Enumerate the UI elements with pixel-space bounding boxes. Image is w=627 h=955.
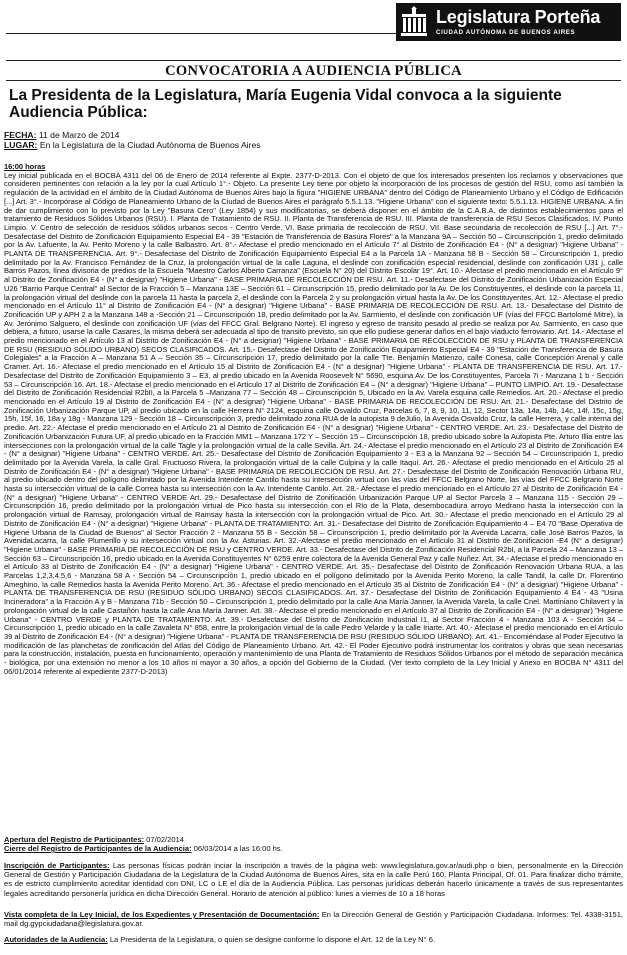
title-rule-top [6, 60, 621, 61]
apertura-label: Apertura del Registro de Participantes: [4, 835, 145, 844]
lugar-label: LUGAR: [4, 140, 38, 150]
vista-block [4, 910, 623, 928]
autoridades-value: La Presidenta de la Legislatura, o quien se designe conforme lo dispone el Art. 12 de la Ley N° 6. [107, 935, 436, 944]
notice-title: CONVOCATORIA A AUDIENCIA PÚBLICA [165, 63, 462, 79]
vista-value: En la Dirección General de Gestión y Participación Ciudadana. Informes: Tel. 4338-3151, mail dg.gypciudadana@legislatura.gov.ar. [4, 910, 624, 929]
body-text: Ley inicial publicada en el BOCBA 4311 del 06 de Enero de 2014 referente al Expte. 2377-D-2013. Con el objeto de que los interesados presenten los reclamos y observaciones que consideren pertinentes con relación a la ley por la cual Artículo 1°.- Objeto. La presente Ley tiene por objeto la incorporación de los procesos de gestión del RSU, como así también la regulación de la actividad en el ámbito de la Ciudad Autónoma de Buenos Aires bajo la figura "HIGIENE URBANA" dentro del Código de Planeamiento Urbano y el Código de Edificación [...] Art. 3°.- Incorpórase al Código de Planeamiento Urbano de la Ciudad de Buenos Aires el parágrafo 5.5.1.13. "Higiene Urbana" con el siguiente texto: 5.5.1.13. HIGIENE URBANA. A fin de dar cumplimiento con lo previsto por la Ley "Basura Cero" (Ley 1854) y sus modificatorias, se deberá disponer en el ámbito de la C.A.B.A. de distintos establecimientos para el tratamiento de Residuos Sólidos Urbanos (RSU). I. Planta de Tratamiento de RSU. II. Planta de Transferencia de RSU. III. Planta de transferencia de RSU Secos Clasificados. IV. Punto Limpio. V. Centro de selección de residuos sólidos urbanos secos - Centro Verde. VI. Base primaria de recolección de RSU. VII. Base secundaria de recolección de RSU [...] Art. 7°.- Desafectase del Distrito de Zonificación Equipamiento Especial E4 - 39 "Estación de Transferencia de Basura Flores" a la Manzana 9A – Sección 50 – Circunscripción 1, predio delimitado por la Av. Lafuente, la Av. Perito Moreno y la calle Balbastro. Art. 8°.- Afectase el predio mencionado en el Artículo 7° al Distrito de Zonificación E4 - (N° a designar) "Higiene Urbana" - PLANTA DE TRANSFERENCIA. Art. 9°.- Desafectase del Distrito de Zonificación Equipamiento Especial E4 a la Parcela 1A - Manzana 58 B - Sección 58 – Circunscripción 1, predio delimitado por la Av. Francisco Fernández de la Cruz, la prolongación virtual de la calle Laguna, el deslinde con zonificación especial residencial, deslinde con zonificación U31 j, calle Barros Pazos, línea divisoria de predios de la Escuela "Maestro Carlos Alberto Carranza" (Escuela N° 20) del Distrito Escolar 19°. Art. 10.- Afectase el predio mencionado en el Artículo 9° al Distrito de Zonificación E4 - (N° a designar) "Higiene Urbana" - BASE PRIMARIA DE RECOLECCIÓN DE RSU. Art. 11.- Desafectase del Distrito de Zonificación Urbanización Especial U26 "Barrio Parque Central" al Sector de la Fracción 5 – Manzana 13E – Sección 61 – Circunscripción 15, predio delimitado por la Av. De los Constituyentes, el deslinde con la parcela 11, la prolongación virtual del deslinde con la parcela 11 hasta la parcela 2, el deslinde con la Parcela 2 y su prolongación virtual hasta la Av. De los Constituyentes. Art. 12.- Afectase el predio mencionado en el Artículo 11° al Distrito de Zonificación E4 - (N° a designar) "Higiene Urbana" - BASE PRIMARIA DE RECOLECCIÓN DE RSU. Art. 13.- Desafectase del Distrito de Zonificación UP y APH 2 a la Manzana 148 a -Sección 21 – Circunscripción 18, predio delimitado por la Av. Sarmiento, el deslinde con zonificación UF (vías del FFCC Bartolomé Mitre), la Av. Jerónimo Salguero, el deslinde con zonificación UF (vías del FFCC Gral. Belgrano Norte). El ingreso y egreso de transito pesado al predio se realiza por Av. Sarmiento, en caso que debiera, a futuro, usarse la calle Casares, la misma deberá ser adecuada al tipo de transito previsto, sin que ello pudiese generar daños en el bajo viaducto ferroviario. Art. 14.- Afectase el predio mencionado en el Artículo 13 al Distrito de Zonificación E4 - (N° a designar) "Higiene Urbana" - BASE PRIMARIA DE RECOLECCIÓN DE RSU y PLANTA DE TRANSFERENCIA DE RSU (RESIDUO SÓLIDO URBANO) SECOS CLASIFICADOS. Art. 15.- Desafectase del Distrito de Zonificación Equipamiento Especial E4 - 39 "Estación de Transferencia de Basura Colegiales" a la Fracción A – Manzana 51 A – Sección 35 – Circunscripción 17, predio delimitado por la calle Tte. Benjamín Matienzo, calle Conesa, calle Concepción Arenal y calle Cramer. Art. 16.- Afectase el predio mencionado en el Artículo 15 al Distrito de Zonificación E4 - (N° a designar) "Higiene Urbana" - PLANTA DE TRANSFERENCIA DE RSU. Art. 17.- Desafectase del Distrito de Zonificación Equipamiento 3 – E3, al predio ubicado en la Avenida Roosevelt N° 5690, esquina Av. De los Constituyentes, Parcela 7i - Manzana 1 b - Sección 53 – Circunscripción 16. Art. 18.- Afectase el predio mencionado en el Artículo 17 al Distrito de Zonificación E4 – (N° a designar) "Higiene Urbana" – PUNTO LIMPIO. Art. 19.- Desafectase del Distrito de Zonificación Residencial R2bII, a la Parcela 5 –Manzana 77 – Sección 48 – Circunscripción 5, Ubicado en la Av. Varela esquina calle Remedios. Art. 20.- Afectase el predio mencionado en el Artículo 19 al Distrito de Zonificación E4 - (N° a designar) "Higiene Urbana" - BASE PRIMARIA DE RECOLECCIÓN DE RSU. Art. 21.- Desafectase del Distrito de Zonificación Urbanización Parque UP, al predio ubicado en la calle Herrera N° 2124, esquina calle Osvaldo Cruz, Parcelas 6, 7, 8, 9, 10, 11, 12, Sector 13a, 14a, 14b, 14c, 14f, 15c, 15g, 15h, 15f, 16, 18a y 18g - Manzana 129 - Sección 18 – Circunscripción 3, predio delimitado zona RUA de la autopista 9 deJulio, la Avenida Osvaldo Cruz, la calle Herrera, y calle interna del predio. Art. 22.- Afectase el predio mencionado en el Artículo 21 al Distrito de Zonificación E4 - (N° a designar) "Higiene Urbana" - CENTRO VERDE. Art. 23.- Desafectase del Distrito de Zonificación Urbanización Futura UF, al predio ubicado en la Fracción MM1 – Manzana 172 Y – Sección 15 – Circunscripción 18, predio ubicado sobre la Autopista Pte. Arturo Illia entre las intersecciones con la prolongación virtual de la calle Tagle y la prolongación virtual de la calle Sevilla. Art. 24.- Afectase el predio mencionado en el Artículo 23 al Distrito de Zonificación E4 - (N° a designar) "Higiene Urbana" - CENTRO VERDE. Art. 25.- Desafectase del Distrito de Zonificación Equipamiento 3 - E3 a la Manzana 92 – Sección 54 – Circunscripción 1, predio delimitado por la Avenida Varela, la calle Gral. Fructuoso Rivera, la prolongación virtual de la calle Culpina y la calle Itaquí. Art. 26.- Afectase el predio mencionado en el Artículo 25 al Distrito de Zonificación E4 - (N° a designar) "Higiene Urbana" - BASE PRIMARIA DE RECOLECCIÓN DE RSU. Art. 27.- Desafectase del Distrito de Zonificación Renovación Urbana RU, al predio ubicado dentro del polígono delimitado por la Avenida Intendente Cantilo hasta su intersección virtual con las vías del FFCC Belgrano Norte, las vías del FFCC Belgrano Norte hasta su intersección virtual de la calle Correa hasta su intersección con la Av. Intendente Cantilo. Art. 28.- Afectase el predio mencionado en el Artículo 27 al Distrito de Zonificación E4 - (N° a designar) "Higiene Urbana" - CENTRO VERDE Art. 29.- Desafectase del Distrito de Zonificación Urbanización Parque UP al Sector Parcela 3 – Manzana 115 - Sección 29 – Circunscripción 16, predio delimitado por la prolongación virtual de Pico hasta su intersección con el Río de la Plata, desembocadura arroyo Medrano hasta la intersección con la prolongación virtual de Ramsay, prolongación virtual de Ramsay hasta la intersección con la prolongación virtual de Pico. Art. 30.- Afectase el predio mencionado en el Artículo 29 al Distrito de Zonificación E4 - (N° a designar) "Higiene Urbana" - PLANTA DE TRATAMIENTO. Art. 31.- Desafectase del Distrito de Zonificación Equipamiento 4 – E4 70 "Base Operativa de Higiene Urbana de la Ciudad de Buenos" al Sector Fracción 2 - Manzana 55 B - Sección 58 – Circunscripción 1, predio delimitado por la Avenida Lacarra, calle José Barros Pazos, la AvenidaLacarra, la calle Plumerillo y su intersección virtual con la Av. Asturias. Art. 32.-Afectase el predio mencionado en el Artículo 31 al Distrito de Zonificación -E4 (N° a designar) "Higiene Urbana" - BASE PRIMARIA DE RECOLECCIÓN DE RSU y CENTRO VERDE. Art. 33.- Desafectase del Distrito de Zonificación Residencial R2bI, a la Parcela 24 – Manzana 13 – Sección 63 – Circunscripción 16, predio ubicado en la Avenida Constituyentes N° 6259 entre colectora de la Avenida General Paz y calle Nuñez. Art. 34.- Afectase el predio mencionado en el Artículo 33 al Distrito de Zonificación E4 - (N° a designar) "Higiene Urbana" - CENTRO VERDE. Art. 35.- Desafectase del Distrito de Zonificación Renovación Urbana RUA, a las Parcelas 1,2,3,4,5,6 - Manzana 58 A - Sección 54 – Circunscripción 1, predio ubicado en el polígono delimitado por la Avenida Perito Moreno, la calle Tandil, la calle Dr. Florentino Ameghino, la calle Remedios hasta la Avenida Perito Moreno. Art. 36.- Afectase el predio mencionado en el Artículo 35 al Distrito de Zonificación E4 - (N° a designar) "Higiene Urbana" - PLANTA DE TRANSFERENCIA DE RSU (RESIDUO SÓLIDO URBANO) SECOS CLASIFICADOS. Art. 37.- Desafectase del Distrito de Zonificación Equipamiento 4 E4 - 43 "Usina Incineradora" a la Fracción A y B - Manzana 71b - Sección 50 – Circunscripción 1, predio delimitado por la calle Ana María Janner, la Avenida Varela, la calle Cnel. Martiniano Chilavert y la prolongación virtual de la calle Castañón hasta la calle Ana María Janner. Art. 38.- Afectase el predio mencionado en el Artículo 37 al Distrito de Zonificación E4 - (N° a designar) "Higiene Urbana" - CENTRO VERDE y PLANTA DE TRATAMIENTO. Art. 39.- Desafectase del Distrito de Zonificación Industrial I1, al Sector Fracción 4 - Manzana 103 A - Sección 34 – Circunscripción 1, predio ubicado en la calle Zavaleta N° 858, entre la prolongación virtual de la calle Pedro Velarde y la calle Iriarte. Art. 40.- Afectase el predio mencionado en el Artículo 39 al Distrito de Zonificación E4 - (N° a designar) "Higiene Urbana" - PLANTA DE TRANSFERENCIA DE RSU (RESIDUO SÓLIDO URBANO). Art. 41.- Encomiéndase al Poder Ejecutivo la modificación de las planchetas de zonificación del Atlas del Código de Planeamiento Urbano. Art. 42.- El Poder Ejecutivo podrá instrumentar los contratos y obras que sean necesarias para la construcción, instalación, puesta en funcionamiento, operación y mantenimiento de una Planta de Tratamiento de Residuos Sólidos Urbanos por el método de separación mecánica - biológica, por una extensión no menor a los 10 años ni mayor a 30 años, a opción del Gobierno de la Ciudad. (Ver texto completo de la Ley Inicial y Anexo en BOCBA N° 4311 del 06/01/2014 referente al expediente 2377-D-2013) [4, 170, 623, 676]
org-subtitle: CIUDAD AUTÓNOMA DE BUENOS AIRES [436, 29, 576, 36]
title-rule-bottom [6, 80, 621, 81]
lugar-line [4, 140, 261, 150]
vista-label: Vista completa de la Ley Inicial, de los Expedientes y Presentación de Documentación: [4, 910, 320, 919]
apertura-value: 07/02/2014 [144, 835, 184, 844]
body-block [4, 163, 623, 676]
autoridades-label: Autoridades de la Audiencia: [4, 935, 108, 944]
cierre-line [4, 844, 623, 853]
fecha-line [4, 130, 119, 140]
fecha-label: FECHA: [4, 130, 37, 140]
lead-heading: La Presidenta de la Legislatura, María Eugenia Vidal convoca a la siguiente Audiencia Pública: [9, 87, 562, 121]
inscripcion-block [4, 861, 623, 898]
cierre-value: 06/03/2014 a las 16:00 hs. [191, 844, 283, 853]
org-name: Legislatura Porteña [436, 7, 601, 27]
cierre-label: Cierre del Registro de Participantes de la Audiencia: [4, 844, 192, 853]
hora-line: 16:00 horas [4, 162, 46, 171]
legislatura-logo [396, 3, 621, 41]
inscripcion-value: Las personas físicas podrán inciar la inscripción a través de la página web: www.legislatura.gov.ar/audi.php o bien, personalmente en la Dirección General de Gestión y Participación Ciudadana de la Legislatura de la Ciudad Autónoma de Buenos Aires, sita en la calle Perú 160, Planta Principal, Of. 01. Para finalizar dicho trámite, es de estricto cumplimiento acreditar identidad con DNI, LC o LE el día de la Audiencia Pública. Las personas jurídicas deberán hacerlo únicamente a través de sus representantes legales acreditando personería jurídica en dicha Dirección General. Horario de atención al público: lunes a viernes de 10 a 18 horas [4, 861, 623, 898]
building-icon [399, 6, 429, 38]
fecha-value: 11 de Marzo de 2014 [38, 130, 120, 140]
autoridades-line [4, 935, 623, 944]
lugar-value: En la Legislatura de la Ciudad Autónoma de Buenos Aires [39, 140, 261, 150]
inscripcion-label: Inscripción de Participantes: [4, 861, 110, 870]
apertura-line [4, 835, 623, 844]
